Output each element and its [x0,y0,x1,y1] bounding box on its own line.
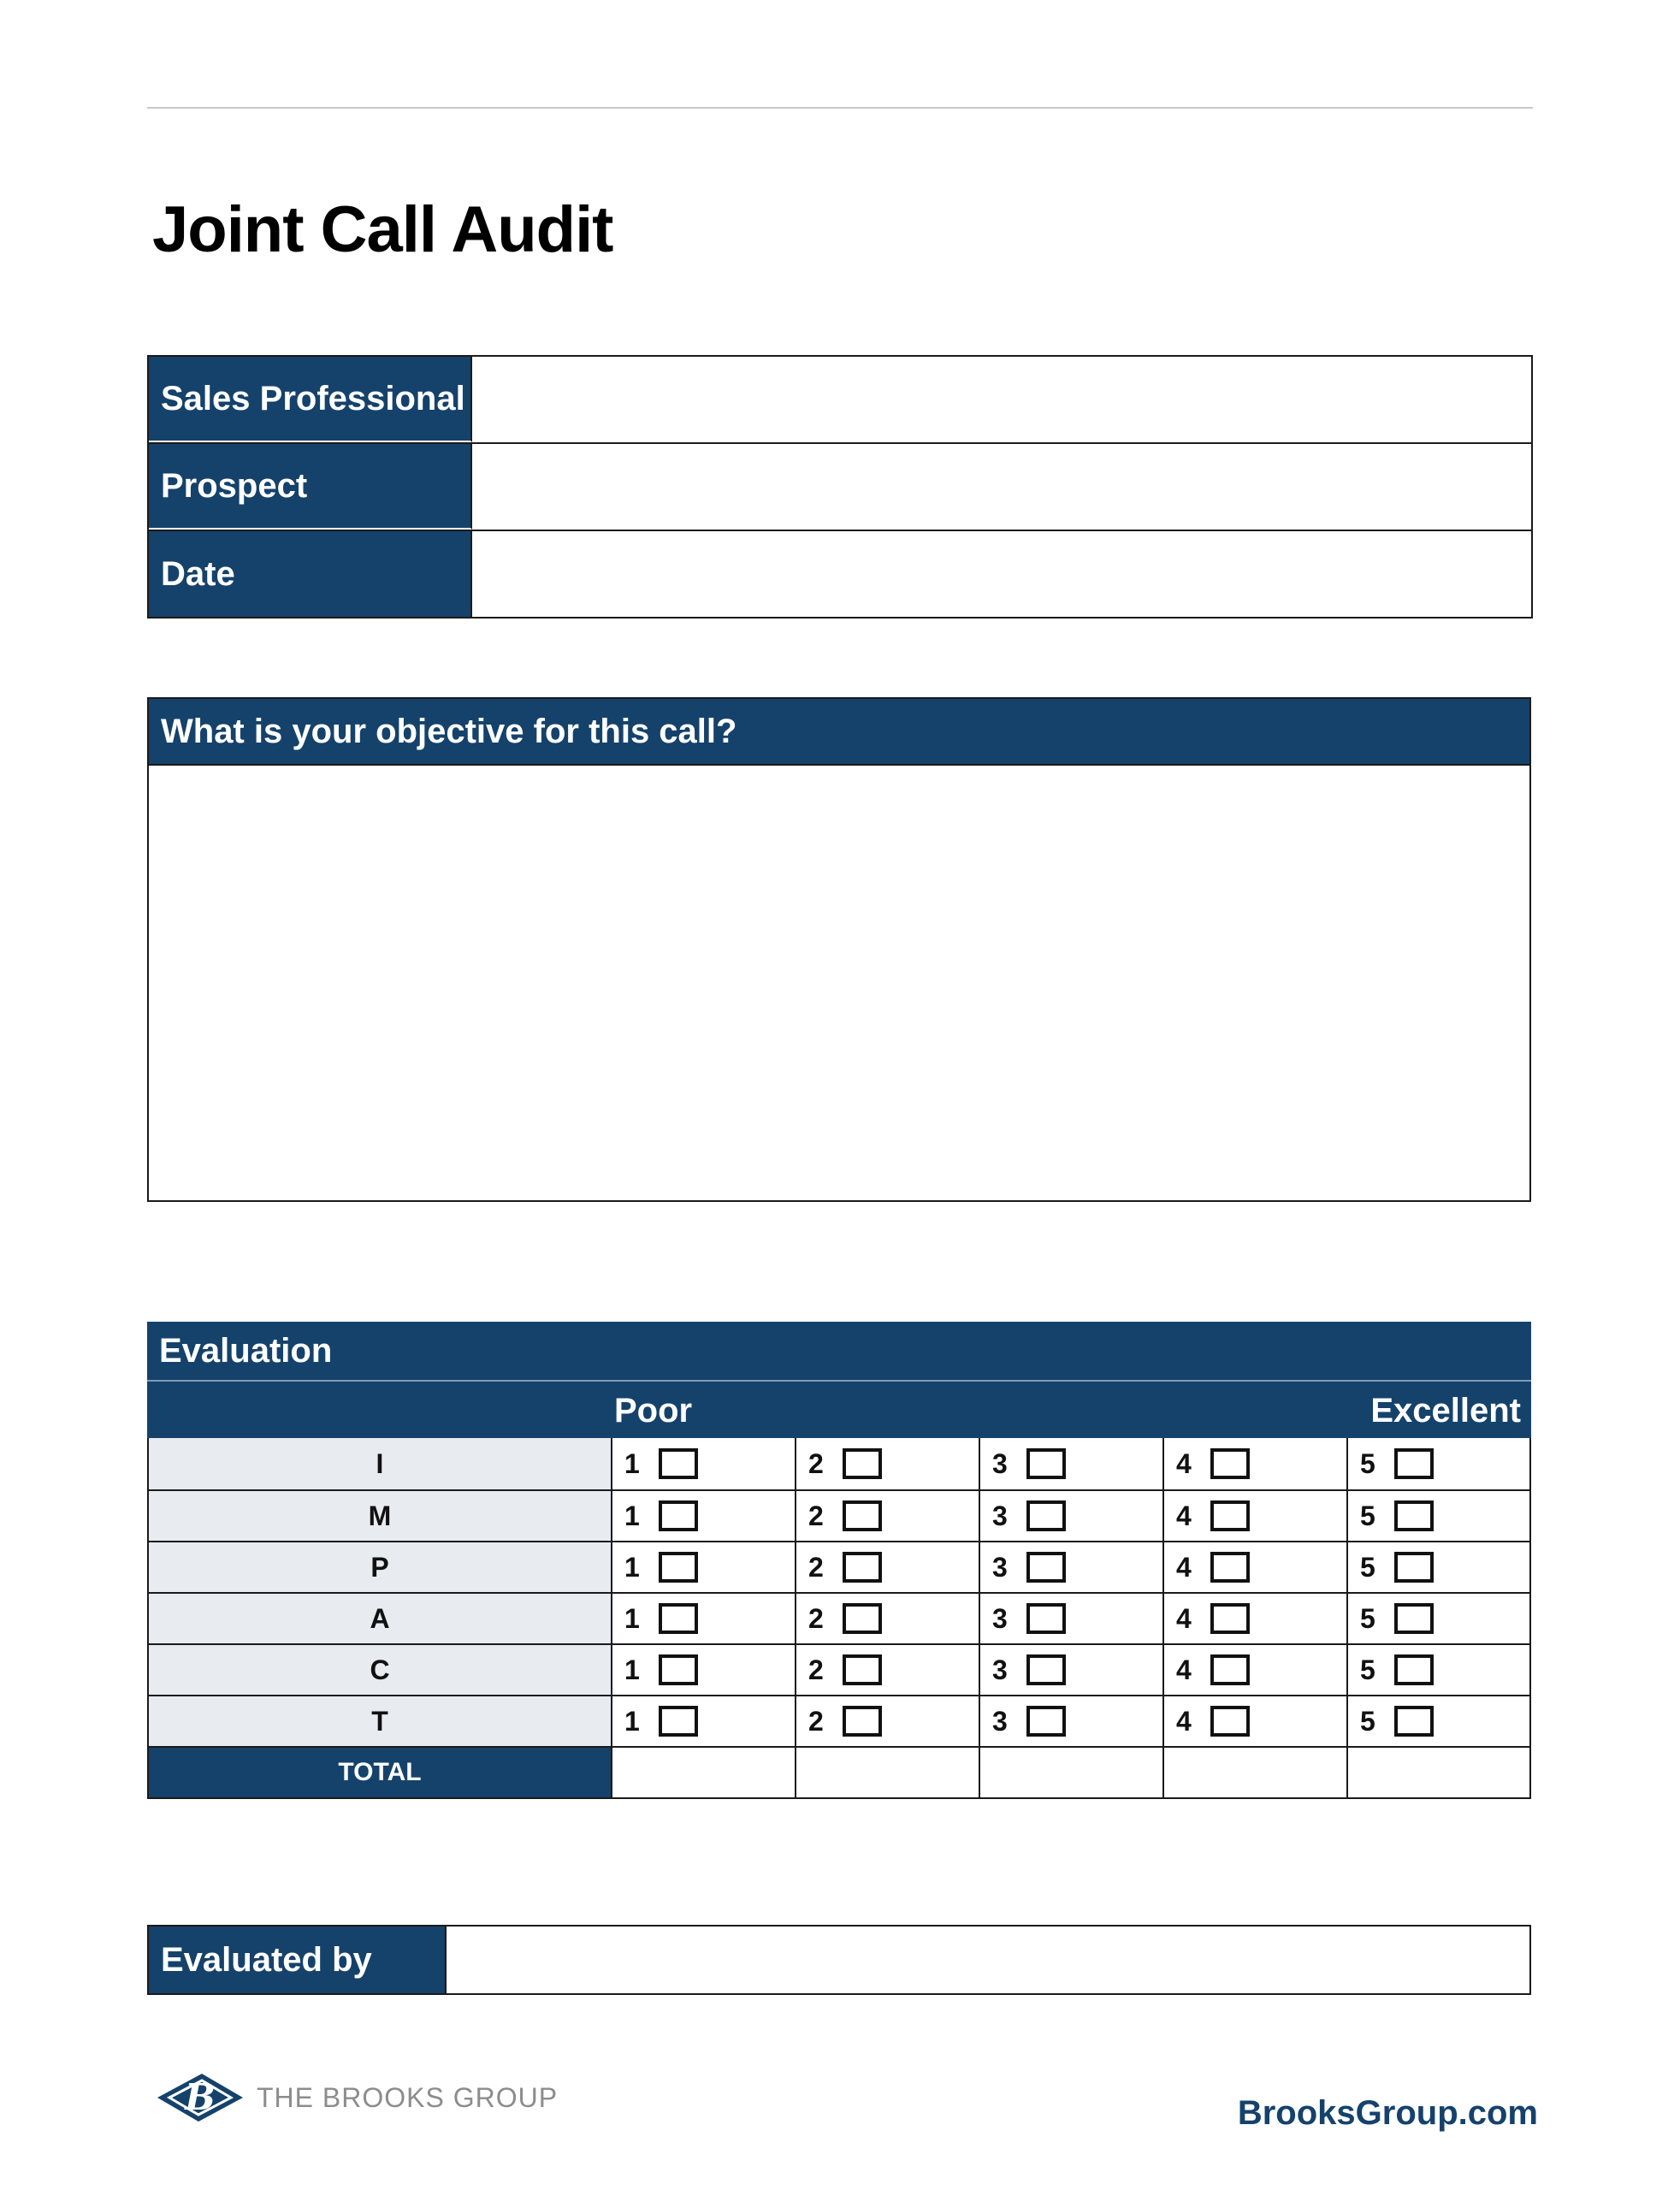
sales-professional-field[interactable] [472,357,1531,442]
total-label: TOTAL [149,1748,612,1797]
score-number: 4 [1176,1447,1192,1479]
info-row-date [149,531,1531,617]
total-field[interactable] [1348,1748,1529,1797]
info-table [147,355,1533,619]
score-cell [980,1438,1164,1489]
info-row-sales-professional [149,357,1531,444]
score-checkbox[interactable] [843,1448,882,1479]
score-checkbox[interactable] [843,1603,882,1634]
score-cell [612,1542,796,1592]
score-checkbox[interactable] [843,1706,882,1737]
total-field[interactable] [612,1748,796,1797]
row-label: I [149,1438,612,1489]
evaluation-section [147,1322,1531,1799]
score-checkbox[interactable] [1026,1552,1066,1583]
total-field[interactable] [796,1748,980,1797]
score-cell [1348,1438,1529,1489]
brooks-logo-icon [154,2070,246,2125]
score-number: 2 [808,1447,824,1479]
score-number: 5 [1360,1500,1375,1531]
scale-low-label: Poor [614,1392,693,1429]
score-cell [612,1594,796,1643]
score-cell [980,1594,1164,1643]
score-checkbox[interactable] [1026,1500,1066,1531]
brand-name: THE BROOKS GROUP [257,2081,559,2113]
score-checkbox[interactable] [659,1448,698,1479]
score-number: 4 [1176,1705,1192,1737]
top-divider [147,107,1533,109]
row-label: A [149,1594,612,1643]
score-checkbox[interactable] [1210,1500,1250,1531]
score-number: 3 [992,1654,1008,1685]
total-field[interactable] [1164,1748,1348,1797]
evaluation-row [149,1541,1529,1592]
evaluation-row [149,1592,1529,1643]
score-number: 1 [624,1654,640,1685]
evaluated-by-box [147,1925,1531,1995]
scale-high-label: Excellent [1370,1392,1521,1429]
score-checkbox[interactable] [1026,1654,1066,1685]
score-cell [1164,1594,1348,1643]
score-number: 1 [624,1447,640,1479]
website-link[interactable]: BrooksGroup.com [1237,2094,1538,2132]
score-number: 5 [1360,1602,1375,1634]
score-checkbox[interactable] [1394,1552,1434,1583]
evaluation-row [149,1438,1529,1489]
info-label: Date [149,531,472,617]
score-cell [1164,1645,1348,1695]
score-checkbox[interactable] [1394,1654,1434,1685]
score-checkbox[interactable] [659,1706,698,1737]
brooks-group-logo [154,2070,558,2125]
prospect-field[interactable] [472,444,1531,530]
score-cell [796,1645,980,1695]
score-number: 3 [992,1551,1008,1583]
objective-question: What is your objective for this call? [149,699,1529,766]
score-cell [980,1696,1164,1746]
score-cell [1164,1491,1348,1541]
score-checkbox[interactable] [1210,1603,1250,1634]
objective-answer-field[interactable] [149,766,1529,1200]
row-label: P [149,1542,612,1592]
date-field[interactable] [472,531,1531,617]
score-number: 1 [624,1602,640,1634]
objective-box [147,697,1531,1202]
score-number: 5 [1360,1447,1375,1479]
row-label: M [149,1491,612,1541]
score-number: 4 [1176,1500,1192,1531]
evaluation-row [149,1695,1529,1746]
score-number: 1 [624,1551,640,1583]
score-number: 2 [808,1500,824,1531]
score-cell [796,1491,980,1541]
score-cell [1164,1438,1348,1489]
row-label: C [149,1645,612,1695]
score-cell [612,1645,796,1695]
score-checkbox[interactable] [1026,1706,1066,1737]
score-cell [796,1542,980,1592]
score-number: 2 [808,1551,824,1583]
score-checkbox[interactable] [843,1552,882,1583]
score-checkbox[interactable] [1394,1706,1434,1737]
evaluation-row [149,1489,1529,1541]
score-cell [980,1645,1164,1695]
score-checkbox[interactable] [1210,1448,1250,1479]
evaluation-row [149,1643,1529,1695]
score-number: 5 [1360,1705,1375,1737]
score-checkbox[interactable] [1210,1552,1250,1583]
score-checkbox[interactable] [659,1654,698,1685]
score-number: 2 [808,1705,824,1737]
evaluation-grid [147,1438,1531,1799]
score-number: 5 [1360,1551,1375,1583]
total-field[interactable] [980,1748,1164,1797]
score-cell [1164,1696,1348,1746]
score-number: 3 [992,1447,1008,1479]
info-row-prospect [149,444,1531,531]
row-label: T [149,1696,612,1746]
score-cell [612,1696,796,1746]
score-checkbox[interactable] [659,1500,698,1531]
score-checkbox[interactable] [1210,1706,1250,1737]
score-number: 1 [624,1500,640,1531]
score-cell [612,1491,796,1541]
info-label: Prospect [149,444,472,530]
score-number: 5 [1360,1654,1375,1685]
score-cell [796,1696,980,1746]
score-number: 4 [1176,1602,1192,1634]
score-number: 3 [992,1705,1008,1737]
evaluation-title: Evaluation [147,1322,1531,1382]
score-number: 3 [992,1500,1008,1531]
score-number: 4 [1176,1551,1192,1583]
score-checkbox[interactable] [1210,1654,1250,1685]
score-checkbox[interactable] [1394,1448,1434,1479]
evaluated-by-label: Evaluated by [149,1927,447,1993]
score-cell [796,1594,980,1643]
score-cell [1348,1594,1529,1643]
score-cell [612,1438,796,1489]
score-cell [1348,1696,1529,1746]
score-checkbox[interactable] [659,1552,698,1583]
score-checkbox[interactable] [843,1500,882,1531]
total-row [149,1746,1529,1797]
score-checkbox[interactable] [843,1654,882,1685]
score-number: 3 [992,1602,1008,1634]
score-cell [980,1542,1164,1592]
evaluation-scale-header [147,1382,1531,1438]
svg-text:B: B [185,2076,216,2118]
score-number: 2 [808,1602,824,1634]
score-checkbox[interactable] [1026,1448,1066,1479]
score-cell [796,1438,980,1489]
score-checkbox[interactable] [1026,1603,1066,1634]
score-number: 2 [808,1654,824,1685]
score-number: 4 [1176,1654,1192,1685]
score-cell [1164,1542,1348,1592]
score-number: 1 [624,1705,640,1737]
info-label: Sales Professional [149,357,472,442]
evaluated-by-field[interactable] [447,1927,1529,1993]
score-cell [1348,1645,1529,1695]
score-checkbox[interactable] [1394,1500,1434,1531]
score-cell [1348,1491,1529,1541]
score-checkbox[interactable] [1394,1603,1434,1634]
score-cell [1348,1542,1529,1592]
score-cell [980,1491,1164,1541]
page-title: Joint Call Audit [152,193,613,266]
score-checkbox[interactable] [659,1603,698,1634]
